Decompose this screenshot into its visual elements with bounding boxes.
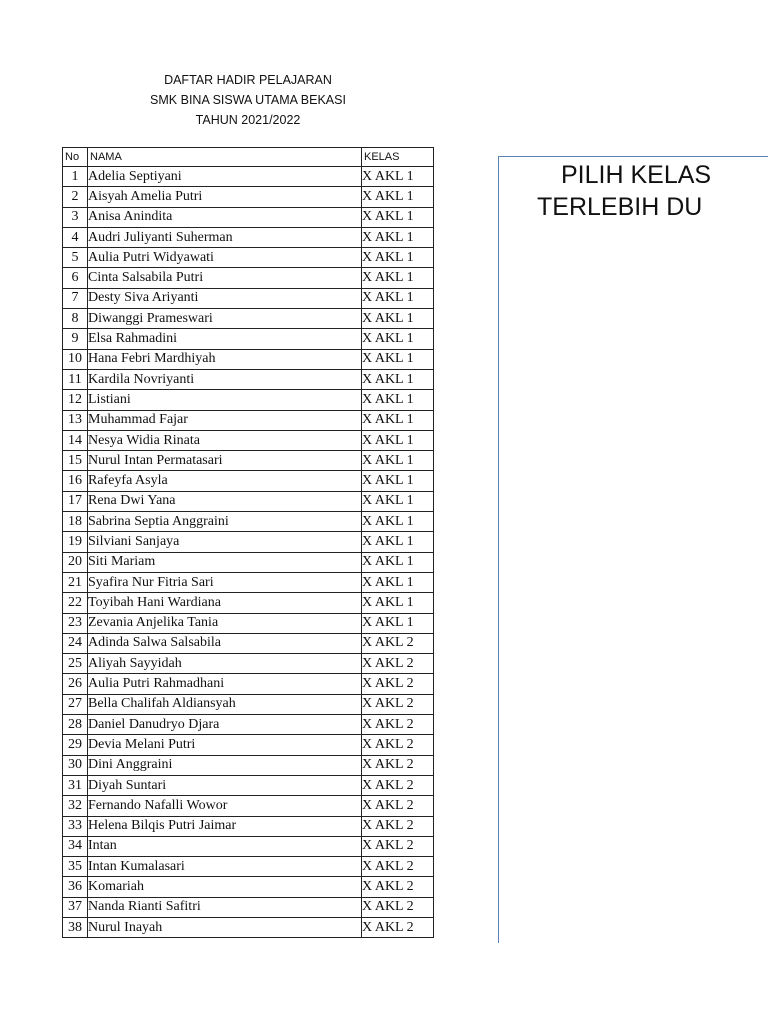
- table-row: [63, 572, 434, 592]
- row-number: 22: [63, 593, 88, 613]
- row-number: 17: [63, 491, 88, 511]
- student-name: Silviani Sanjaya: [88, 532, 362, 552]
- student-name: Kardila Novriyanti: [88, 369, 362, 389]
- document-title: DAFTAR HADIR PELAJARAN: [164, 73, 332, 87]
- academic-year: TAHUN 2021/2022: [195, 113, 301, 127]
- table-row: [63, 897, 434, 917]
- school-name: SMK BINA SISWA UTAMA BEKASI: [150, 93, 346, 107]
- row-number: 11: [63, 369, 88, 389]
- student-name: Sabrina Septia Anggraini: [88, 512, 362, 532]
- class-name: X AKL 2: [362, 694, 434, 714]
- table-row: [63, 735, 434, 755]
- column-header-no: No: [63, 148, 88, 167]
- row-number: 26: [63, 674, 88, 694]
- student-name: Fernando Nafalli Wowor: [88, 796, 362, 816]
- table-row: [63, 512, 434, 532]
- class-name: X AKL 1: [362, 390, 434, 410]
- row-number: 1: [63, 167, 88, 187]
- student-name: Komariah: [88, 877, 362, 897]
- row-number: 5: [63, 248, 88, 268]
- student-name: Toyibah Hani Wardiana: [88, 593, 362, 613]
- instruction-line-1: PILIH KELAS: [561, 161, 712, 189]
- attendance-table: [62, 147, 434, 938]
- table-row: [63, 410, 434, 430]
- row-number: 21: [63, 572, 88, 592]
- class-name: X AKL 1: [362, 491, 434, 511]
- class-name: X AKL 1: [362, 532, 434, 552]
- table-row: [63, 674, 434, 694]
- class-name: X AKL 1: [362, 248, 434, 268]
- class-name: X AKL 1: [362, 572, 434, 592]
- student-name: Devia Melani Putri: [88, 735, 362, 755]
- class-name: X AKL 1: [362, 471, 434, 491]
- table-row: [63, 654, 434, 674]
- student-name: Aulia Putri Widyawati: [88, 248, 362, 268]
- row-number: 9: [63, 329, 88, 349]
- row-number: 14: [63, 430, 88, 450]
- row-number: 36: [63, 877, 88, 897]
- class-name: X AKL 2: [362, 674, 434, 694]
- class-name: X AKL 2: [362, 796, 434, 816]
- row-number: 15: [63, 451, 88, 471]
- class-name: X AKL 1: [362, 512, 434, 532]
- instruction-panel: [498, 156, 768, 943]
- class-name: X AKL 2: [362, 917, 434, 937]
- row-number: 31: [63, 775, 88, 795]
- student-name: Audri Juliyanti Suherman: [88, 227, 362, 247]
- row-number: 18: [63, 512, 88, 532]
- row-number: 30: [63, 755, 88, 775]
- class-name: X AKL 2: [362, 877, 434, 897]
- table-row: [63, 613, 434, 633]
- row-number: 6: [63, 268, 88, 288]
- table-header-row: [63, 148, 434, 167]
- class-name: X AKL 1: [362, 552, 434, 572]
- class-name: X AKL 1: [362, 430, 434, 450]
- student-name: Siti Mariam: [88, 552, 362, 572]
- row-number: 27: [63, 694, 88, 714]
- table-row: [63, 694, 434, 714]
- table-row: [63, 288, 434, 308]
- class-name: X AKL 1: [362, 451, 434, 471]
- student-name: Rafeyfa Asyla: [88, 471, 362, 491]
- row-number: 4: [63, 227, 88, 247]
- row-number: 25: [63, 654, 88, 674]
- class-name: X AKL 2: [362, 775, 434, 795]
- class-name: X AKL 2: [362, 897, 434, 917]
- class-name: X AKL 1: [362, 349, 434, 369]
- row-number: 34: [63, 836, 88, 856]
- row-number: 35: [63, 857, 88, 877]
- student-name: Anisa Anindita: [88, 207, 362, 227]
- table-row: [63, 836, 434, 856]
- class-name: X AKL 1: [362, 410, 434, 430]
- student-name: Cinta Salsabila Putri: [88, 268, 362, 288]
- table-row: [63, 227, 434, 247]
- row-number: 23: [63, 613, 88, 633]
- table-row: [63, 796, 434, 816]
- student-name: Nesya Widia Rinata: [88, 430, 362, 450]
- row-number: 13: [63, 410, 88, 430]
- row-number: 10: [63, 349, 88, 369]
- class-name: X AKL 1: [362, 613, 434, 633]
- class-name: X AKL 1: [362, 167, 434, 187]
- student-name: Aisyah Amelia Putri: [88, 187, 362, 207]
- row-number: 28: [63, 715, 88, 735]
- class-name: X AKL 1: [362, 207, 434, 227]
- class-name: X AKL 1: [362, 187, 434, 207]
- table-row: [63, 268, 434, 288]
- table-row: [63, 369, 434, 389]
- class-name: X AKL 2: [362, 816, 434, 836]
- table-row: [63, 816, 434, 836]
- table-row: [63, 430, 434, 450]
- class-name: X AKL 1: [362, 288, 434, 308]
- table-row: [63, 248, 434, 268]
- class-name: X AKL 2: [362, 654, 434, 674]
- row-number: 24: [63, 633, 88, 653]
- class-name: X AKL 2: [362, 735, 434, 755]
- table-row: [63, 593, 434, 613]
- table-row: [63, 187, 434, 207]
- student-name: Daniel Danudryo Djara: [88, 715, 362, 735]
- table-row: [63, 207, 434, 227]
- student-name: Dini Anggraini: [88, 755, 362, 775]
- row-number: 29: [63, 735, 88, 755]
- class-name: X AKL 1: [362, 268, 434, 288]
- student-name: Adinda Salwa Salsabila: [88, 633, 362, 653]
- table-row: [63, 552, 434, 572]
- table-row: [63, 857, 434, 877]
- row-number: 16: [63, 471, 88, 491]
- column-header-kelas: KELAS: [362, 148, 434, 167]
- row-number: 3: [63, 207, 88, 227]
- student-name: Intan Kumalasari: [88, 857, 362, 877]
- table-row: [63, 329, 434, 349]
- student-name: Bella Chalifah Aldiansyah: [88, 694, 362, 714]
- student-name: Rena Dwi Yana: [88, 491, 362, 511]
- class-name: X AKL 2: [362, 633, 434, 653]
- student-name: Diyah Suntari: [88, 775, 362, 795]
- student-name: Aulia Putri Rahmadhani: [88, 674, 362, 694]
- student-name: Nurul Intan Permatasari: [88, 451, 362, 471]
- class-name: X AKL 2: [362, 836, 434, 856]
- class-name: X AKL 1: [362, 227, 434, 247]
- row-number: 7: [63, 288, 88, 308]
- table-row: [63, 390, 434, 410]
- table-row: [63, 451, 434, 471]
- student-name: Zevania Anjelika Tania: [88, 613, 362, 633]
- student-name: Diwanggi Prameswari: [88, 309, 362, 329]
- document-header: [62, 70, 434, 130]
- class-name: X AKL 2: [362, 755, 434, 775]
- table-row: [63, 491, 434, 511]
- row-number: 37: [63, 897, 88, 917]
- row-number: 2: [63, 187, 88, 207]
- table-row: [63, 471, 434, 491]
- table-row: [63, 877, 434, 897]
- student-name: Aliyah Sayyidah: [88, 654, 362, 674]
- class-name: X AKL 1: [362, 593, 434, 613]
- table-row: [63, 715, 434, 735]
- table-body: [63, 167, 434, 938]
- student-name: Intan: [88, 836, 362, 856]
- table-row: [63, 167, 434, 187]
- row-number: 38: [63, 917, 88, 937]
- class-name: X AKL 1: [362, 329, 434, 349]
- class-name: X AKL 1: [362, 369, 434, 389]
- student-name: Elsa Rahmadini: [88, 329, 362, 349]
- student-name: Syafira Nur Fitria Sari: [88, 572, 362, 592]
- table-row: [63, 349, 434, 369]
- student-name: Hana Febri Mardhiyah: [88, 349, 362, 369]
- student-name: Adelia Septiyani: [88, 167, 362, 187]
- row-number: 8: [63, 309, 88, 329]
- student-name: Helena Bilqis Putri Jaimar: [88, 816, 362, 836]
- row-number: 19: [63, 532, 88, 552]
- student-name: Nanda Rianti Safitri: [88, 897, 362, 917]
- class-name: X AKL 1: [362, 309, 434, 329]
- row-number: 32: [63, 796, 88, 816]
- class-name: X AKL 2: [362, 857, 434, 877]
- table-row: [63, 775, 434, 795]
- class-name: X AKL 2: [362, 715, 434, 735]
- table-row: [63, 633, 434, 653]
- student-name: Desty Siva Ariyanti: [88, 288, 362, 308]
- table-row: [63, 532, 434, 552]
- row-number: 12: [63, 390, 88, 410]
- instruction-line-2: TERLEBIH DU: [537, 193, 703, 221]
- student-name: Listiani: [88, 390, 362, 410]
- table-row: [63, 917, 434, 937]
- row-number: 33: [63, 816, 88, 836]
- student-name: Muhammad Fajar: [88, 410, 362, 430]
- table-row: [63, 755, 434, 775]
- row-number: 20: [63, 552, 88, 572]
- student-name: Nurul Inayah: [88, 917, 362, 937]
- table-row: [63, 309, 434, 329]
- column-header-nama: NAMA: [88, 148, 362, 167]
